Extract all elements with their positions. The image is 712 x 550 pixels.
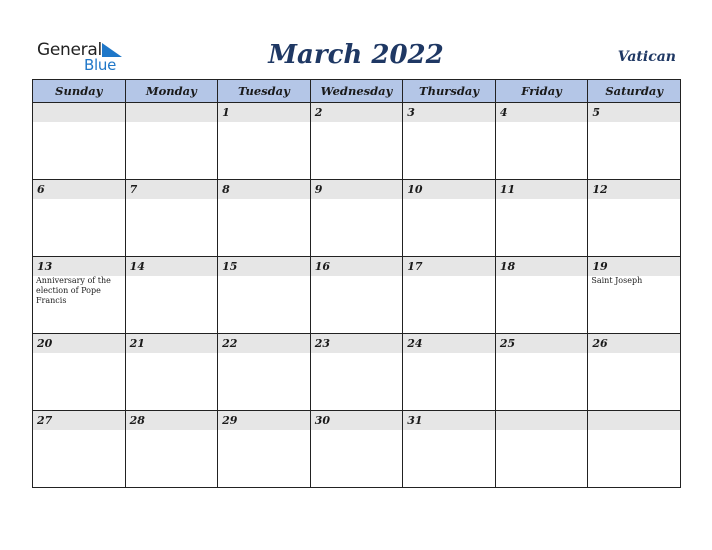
- day-cell: [33, 411, 126, 488]
- day-cell: [218, 180, 311, 257]
- day-cell: [588, 334, 681, 411]
- day-number: [33, 103, 125, 122]
- week-row: [33, 180, 681, 257]
- day-number: 7: [126, 180, 218, 199]
- day-number: 20: [33, 334, 125, 353]
- holiday-label: Anniversary of the election of Pope Francis: [36, 276, 111, 305]
- day-number: 4: [496, 103, 588, 122]
- day-cell: [33, 334, 126, 411]
- day-cell: [588, 180, 681, 257]
- day-cell: [218, 334, 311, 411]
- day-cell: [403, 411, 496, 488]
- day-cell: [125, 180, 218, 257]
- day-cell: [310, 334, 403, 411]
- day-number: 5: [588, 103, 680, 122]
- day-number: 27: [33, 411, 125, 430]
- day-cell: [125, 411, 218, 488]
- day-number: 18: [496, 257, 588, 276]
- calendar-grid: [32, 79, 681, 488]
- day-cell: [218, 257, 311, 334]
- day-cell: [125, 334, 218, 411]
- day-cell: [495, 334, 588, 411]
- day-number: [496, 411, 588, 430]
- logo-text-general: General: [37, 40, 102, 60]
- day-number: 11: [496, 180, 588, 199]
- day-number: 31: [403, 411, 495, 430]
- day-number: 6: [33, 180, 125, 199]
- day-number: 8: [218, 180, 310, 199]
- weekday-header: Monday: [125, 80, 218, 103]
- day-cell: [310, 180, 403, 257]
- holiday-label: Saint Joseph: [591, 276, 643, 285]
- day-cell: [495, 411, 588, 488]
- week-row: [33, 257, 681, 334]
- day-number: 9: [311, 180, 403, 199]
- day-cell: [310, 257, 403, 334]
- day-cell: [403, 180, 496, 257]
- weekday-header: Thursday: [403, 80, 496, 103]
- day-cell: [33, 103, 126, 180]
- day-cell: [495, 180, 588, 257]
- day-cell: [495, 257, 588, 334]
- day-number: 26: [588, 334, 680, 353]
- day-number: 16: [311, 257, 403, 276]
- day-cell: [125, 103, 218, 180]
- page-title: March 2022: [268, 40, 444, 70]
- weekday-header: Tuesday: [218, 80, 311, 103]
- day-cell: [588, 411, 681, 488]
- day-cell: [495, 103, 588, 180]
- day-number: 22: [218, 334, 310, 353]
- weekday-header: Friday: [495, 80, 588, 103]
- day-cell: [125, 257, 218, 334]
- day-cell: [403, 257, 496, 334]
- day-number: 23: [311, 334, 403, 353]
- week-row: [33, 334, 681, 411]
- day-cell: [310, 411, 403, 488]
- day-number: 3: [403, 103, 495, 122]
- weekday-header: Sunday: [33, 80, 126, 103]
- day-cell: [403, 334, 496, 411]
- day-number: 14: [126, 257, 218, 276]
- day-number: 28: [126, 411, 218, 430]
- day-cell: [218, 411, 311, 488]
- day-number: 13: [33, 257, 125, 276]
- day-number: 17: [403, 257, 495, 276]
- weekday-header: Wednesday: [310, 80, 403, 103]
- day-number: 25: [496, 334, 588, 353]
- day-cell: [33, 257, 126, 334]
- logo-text-blue: Blue: [84, 56, 116, 74]
- day-cell: [33, 180, 126, 257]
- day-number: 2: [311, 103, 403, 122]
- day-cell: [588, 257, 681, 334]
- day-number: [588, 411, 680, 430]
- day-number: 19: [588, 257, 680, 276]
- day-number: 21: [126, 334, 218, 353]
- day-cell: [588, 103, 681, 180]
- day-cell: [403, 103, 496, 180]
- day-number: 15: [218, 257, 310, 276]
- day-number: 10: [403, 180, 495, 199]
- day-number: 29: [218, 411, 310, 430]
- day-number: 12: [588, 180, 680, 199]
- day-number: 24: [403, 334, 495, 353]
- weekday-header-row: [33, 80, 681, 103]
- day-cell: [218, 103, 311, 180]
- day-number: 1: [218, 103, 310, 122]
- day-number: 30: [311, 411, 403, 430]
- week-row: [33, 103, 681, 180]
- country-label: Vatican: [617, 49, 676, 65]
- day-cell: [310, 103, 403, 180]
- weekday-header: Saturday: [588, 80, 681, 103]
- day-number: [126, 103, 218, 122]
- week-row: [33, 411, 681, 488]
